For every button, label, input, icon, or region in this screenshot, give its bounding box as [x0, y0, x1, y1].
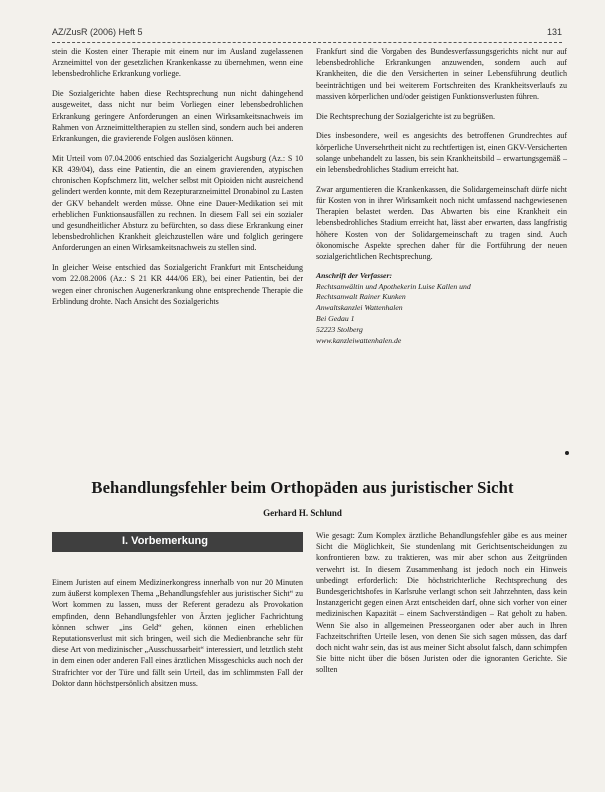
paragraph: Dies insbesondere, weil es angesichts des betroffenen Grundrechtes auf körperliche Unversehrtheit nicht zu rechtfertigen ist, einen GKV-Versicherten solange unbehandelt zu lassen, bis sein Krankheitsbild – erwartungsgemäß – ein lebensbedrohliches Stadium erreicht hat. [316, 131, 567, 175]
column-1-bottom [52, 577, 303, 698]
paragraph: Einem Juristen auf einem Medizinerkongress innerhalb von nur 20 Minuten zum äußerst komplexen Thema „Behandlungsfehler aus juristischer Sicht“ zu Wort kommen zu lassen, muss der Referent geradezu als Provokation empfinden, denn Behandlungsfehler von Ärzten jeglicher Fachrichtung können schwer „ins Geld“ gehen, können einen erheblichen Reputationsverlust mit sich bringen, weil sich die Medienbranche sehr für diese Art von medizinischer „Ausschussarbeit“ interessiert, und letztlich steht in dem einen oder anderen Fall eines ärztlichen Missgeschicks auch noch der Strafrichter vor der Türe und fällt sein Urteil, das im schlimmsten Fall der Doktor dann höchstpersönlich absitzen muss. [52, 578, 303, 688]
article-author: Gerhard H. Schlund [263, 508, 342, 518]
author-address-line: Bei Gedau 1 [316, 314, 355, 324]
journal-reference: AZ/ZusR (2006) Heft 5 [52, 27, 143, 37]
author-address [316, 271, 567, 347]
author-address-line: Rechtsanwalt Rainer Kunken [316, 292, 406, 302]
paragraph: stein die Kosten einer Therapie mit einem nur im Ausland zugelassenen Arzneimittel von der gesetzlichen Krankenkasse zu übernehmen, wenn eine lebensbedrohliche Erkrankung vorliege. [52, 47, 303, 79]
page-number: 131 [546, 27, 562, 37]
column-1-top [52, 46, 303, 316]
author-address-line: 52223 Stolberg [316, 324, 363, 334]
author-address-label: Anschrift der Verfasser: [316, 270, 393, 280]
paragraph: Mit Urteil vom 07.04.2006 entschied das Sozialgericht Augsburg (Az.: S 10 KR 439/04), dass eine Patientin, die an einem gravierenden, atypischen chronischen Kopfschmerz litt, welcher selbst mit Opioiden nicht ausreichend gelindert werden konnte, mit dem Rezepturarzneimittel Dronabinol zu Lasten der GKV behandelt werden müsse. Ohne eine Dauer-Medikation sei mit erheblichen Funktionsausfällen zu rechnen. In diesem Fall sei ein sozialer und gesundheitlicher Absturz zu befürchten, so dass diese Erkrankung einer lebensbedrohlichen Krankheit gleichzustellen wäre und folglich geringere Anforderungen an einen Wirksamkeitsnachweis zu stellen sind. [52, 153, 303, 253]
paragraph: Zwar argumentieren die Krankenkassen, die Solidargemeinschaft dürfe nicht für Kosten von in ihrer Wirksamkeit noch nicht umfassend nachgewiesenen Therapien belastet werden. Das Abwarten bis eine Krankheit ein lebensbedrohliches Stadium erreicht hat, lässt aber erwarten, dass langfristig höhere Kosten von der Solidargemeinschaft zu tragen sind. Auch ökonomische Aspekte sprechen daher für die Fortführung der neuen sozialgerichtlichen Rechtsprechung. [316, 184, 567, 262]
section-heading-box [52, 532, 303, 552]
author-address-line: Anwaltskanzlei Wattenhalen [316, 303, 403, 313]
author-address-line: Rechtsanwältin und Apothekerin Luise Kallen und [316, 281, 471, 291]
paragraph: In gleicher Weise entschied das Sozialgericht Frankfurt mit Entscheidung vom 22.08.2006 (Az.: S 21 KR 444/06 ER), bei einer Patientin, bei der wegen einer chronischen Augenerkrankung ohne entsprechende Therapie die Erblindung drohte. Nach Ansicht des Sozialgerichts [52, 263, 303, 306]
paragraph: Frankfurt sind die Vorgaben des Bundesverfassungsgerichts nicht nur auf lebensbedrohliche Erkrankungen anzuwenden, sondern auch auf Krankheiten, die die den Versicherten in seiner Lebensführung deutlich beeinträchtigen und bei weiterem Fortschreiten des Krankheitsverlaufs zu massiven körperlichen und/oder geistigen Funktionsverlusten führen. [316, 47, 567, 101]
paragraph: Wie gesagt: Zum Komplex ärztliche Behandlungsfehler gäbe es aus meiner Sicht die Möglichkeit, Sie stundenlang mit Gerichtsentscheidungen zu konfrontieren bzw. zu traktieren, was mir aber schon aus Zeitgründen verwehrt ist. In diesem Zusammenhang ist jedoch noch ein Hinweis unbedingt erforderlich: Die höchstrichterliche Rechtsprechung des Bundesgerichtshofes in Karlsruhe verlangt schon seit Jahrzehnten, dass kein Instanzgericht gegen einen Arzt entscheiden darf, ohne sich vorher von einer medizinischen Kapazität – einem Sachverständigen – Rat geholt zu haben. Wenn Sie also in allgemeinen Presseorganen oder aber auch in Ihren Fachzeitschriften Urteile lesen, von denen Sie sich sagen müssen, das darf doch nicht wahr sein, das ist aus meiner Sicht absolut falsch, dann schimpfen Sie bitte nicht über die bösen Juristen oder die ignoranten Gerichte. Sie sollten [316, 531, 567, 675]
paragraph: Die Sozialgerichte haben diese Rechtsprechung nun nicht dahingehend ausgeweitet, dass nicht nur beim Vorliegen einer lebensbedrohlichen Erkrankung geringere Anforderungen an einen Wirksamkeitsnachweis im Rahmen von Arzneimitteltherapien zu stellen sind, sondern auch bei anderen Erkrankungen, die gravierende Folgen auslösen können. [52, 89, 303, 144]
author-website-link[interactable]: www.kanzleiwattenhalen.de [316, 335, 402, 345]
column-2-bottom [316, 530, 567, 684]
running-header [52, 24, 562, 43]
column-2-top [316, 46, 567, 346]
paragraph: Die Rechtsprechung der Sozialgerichte ist zu begrüßen. [316, 111, 495, 121]
article-title: Behandlungsfehler beim Orthopäden aus juristischer Sicht [91, 478, 514, 497]
section-heading: I. Vorbemerkung [122, 535, 208, 547]
end-mark-bullet [565, 451, 569, 455]
